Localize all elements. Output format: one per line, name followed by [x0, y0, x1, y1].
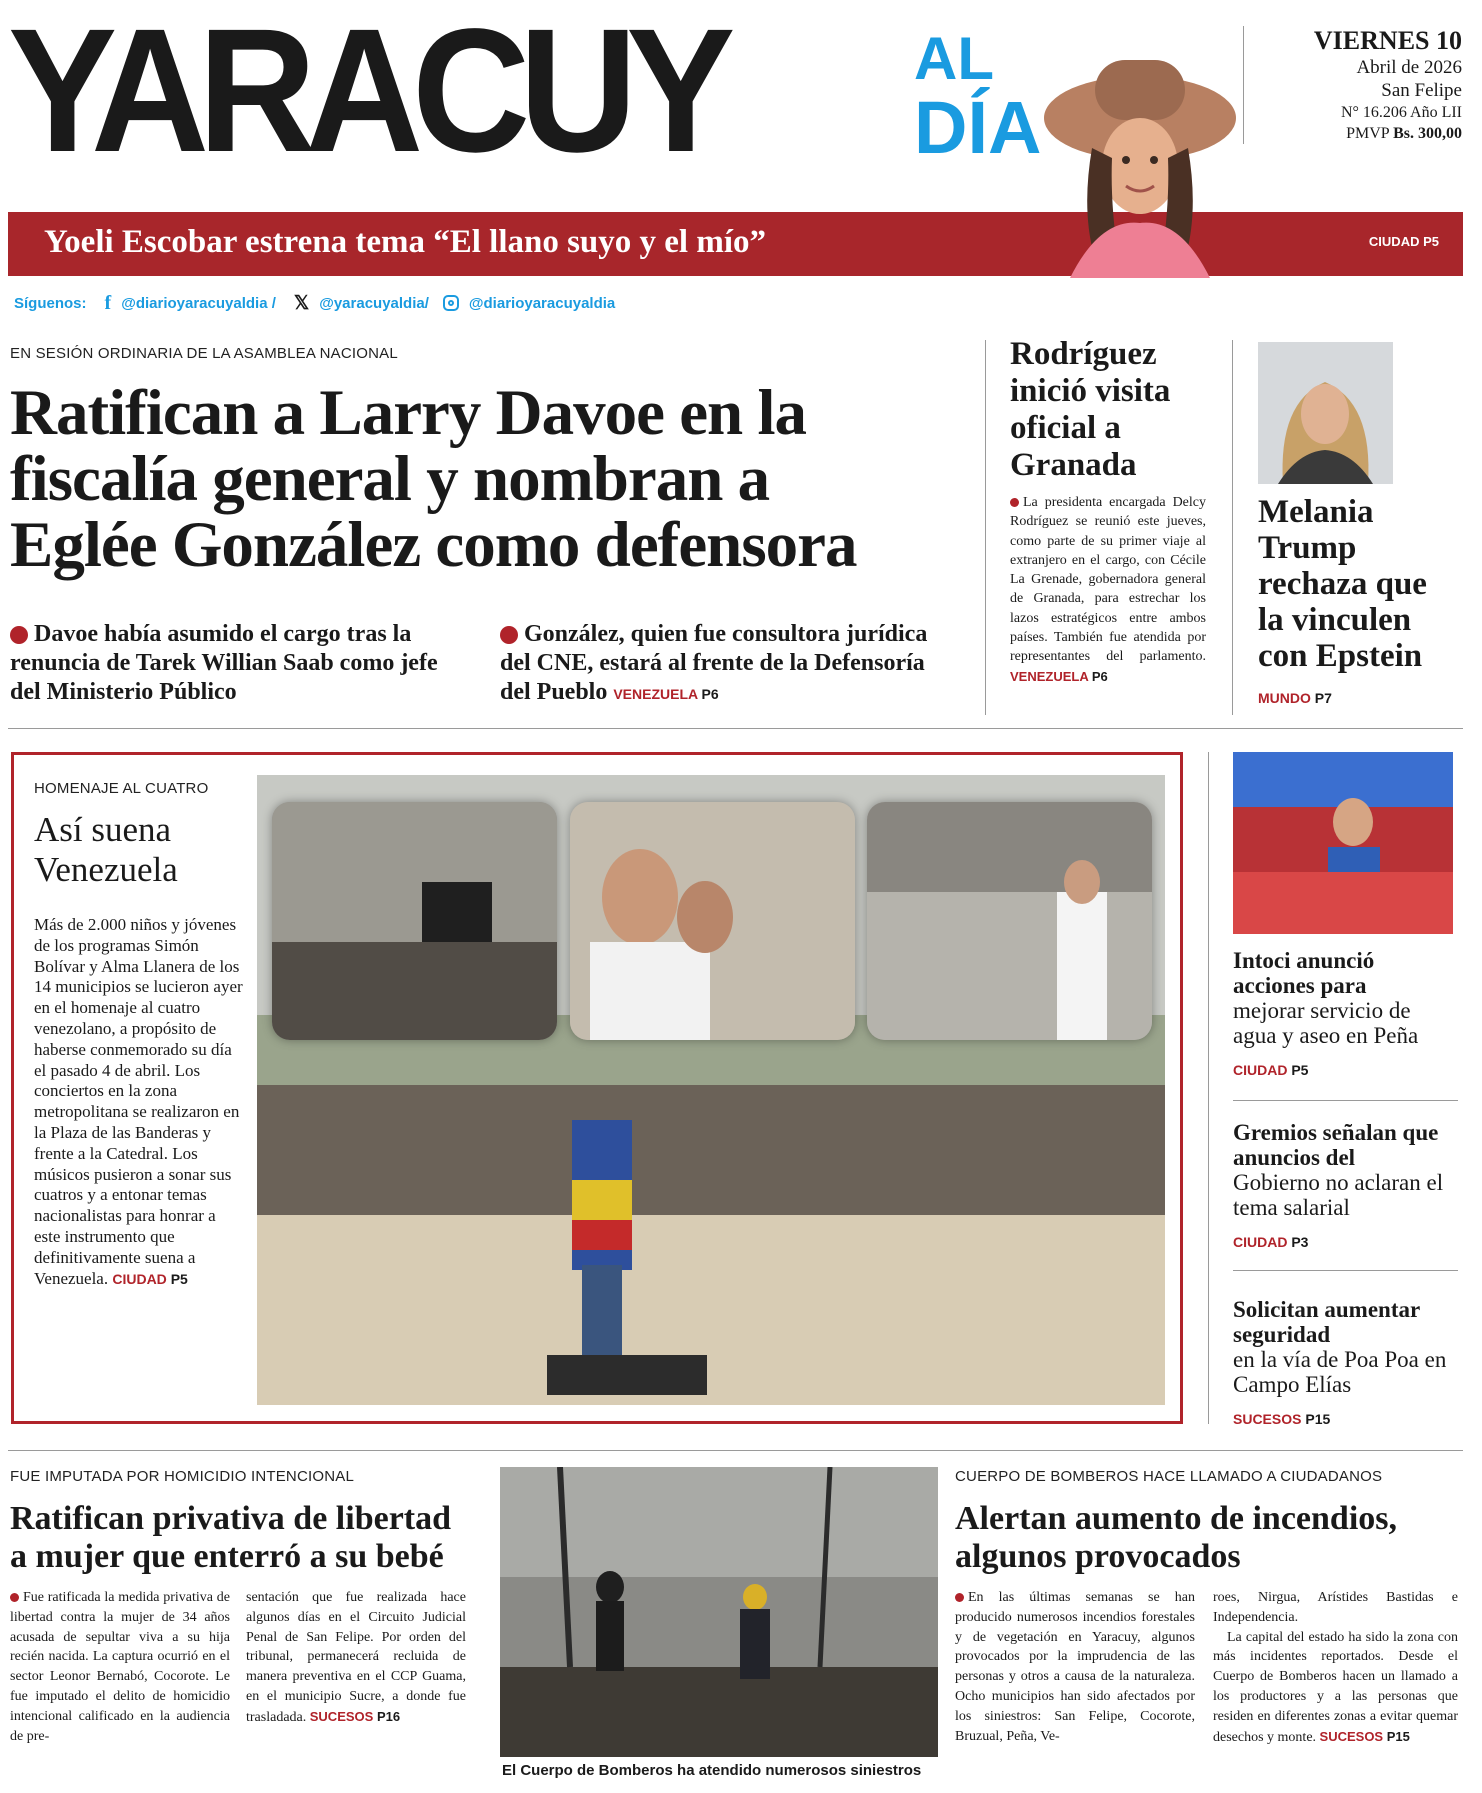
bottom-right-col2b-text: La capital del estado ha sido la zona con más incidentes reportados. Desde el Cuerpo de Bomberos hacen un llamado a los productores y a las personas que residen en diferentes zonas a evitar quemar desechos y monte. [1213, 1629, 1458, 1745]
sidebar-headline-light: mejorar servicio de agua y aseo en Peña [1233, 998, 1419, 1048]
bottom-right-ref-section[interactable]: SUCESOS [1319, 1728, 1384, 1744]
sidebar-item[interactable] [1233, 1120, 1458, 1250]
feature-photo-girls [570, 802, 855, 1040]
masthead-divider [1243, 26, 1244, 144]
lead-sub-left [10, 620, 470, 707]
rodriguez-body [1010, 493, 1206, 687]
melania-ref-page[interactable]: P7 [1314, 690, 1332, 706]
dateline-month: Abril de 2026 [1356, 57, 1462, 78]
melania-ref-section[interactable]: MUNDO [1258, 690, 1311, 706]
bottom-left-kicker: FUE IMPUTADA POR HOMICIDIO INTENCIONAL [10, 1468, 355, 1485]
sidebar-ref-page[interactable]: P5 [1291, 1062, 1309, 1078]
bottom-left-col1-text: Fue ratificada la medida privativa de libertad contra la mujer de 34 años acusada de sepultar viva a su hija recién nacida. La captura ocurrió en el sector Leonor Bernabó, Cocorote. Le fue imputado el delito de homicidio intencional calificado en la audiencia de pre- [10, 1590, 230, 1744]
sidebar-headline-bold: Solicitan aumentar seguridad [1233, 1297, 1420, 1347]
dateline-issue: N° 16.206 Año LII [1340, 104, 1462, 121]
lead-headline-line: Eglée González como defensora [10, 509, 857, 581]
rodriguez-body-text: La presidenta encargada Delcy Rodríguez se reunió este jueves, como parte de su primer viaje al extranjero en el cargo, con Cécile La Grenade, gobernadora general de Granada, para estrechar los lazos estratégicos entre ambos países. También fue atendida por representantes del parlamento. [1010, 495, 1206, 665]
bottom-left-col2-text: sentación que fue realizada hace algunos días en el Circuito Judicial Penal de San Felipe. Por orden del tribunal, permanecerá recluida de manera preventiva en el CCP Guama, en el municipio Sucre, a donde fue trasladada. [246, 1590, 466, 1725]
sidebar-divider [1233, 1100, 1458, 1101]
column-divider [1232, 340, 1233, 715]
promo-banner[interactable] [8, 212, 1463, 276]
bullet-icon [10, 626, 28, 644]
section-divider [8, 728, 1463, 729]
rodriguez-ref-page[interactable]: P6 [1091, 668, 1108, 684]
bottom-right-col2 [1213, 1588, 1458, 1747]
bullet-icon [500, 626, 518, 644]
bottom-right-kicker: CUERPO DE BOMBEROS HACE LLAMADO A CIUDADANOS [955, 1468, 1383, 1485]
logo-yaracuy: YARACUY [8, 0, 725, 189]
sidebar-headline-light: Gobierno no aclaran el tema salarial [1233, 1170, 1444, 1220]
lead-headline-line: fiscalía general y nombran a [10, 443, 770, 515]
feature-ref-page[interactable]: P5 [170, 1270, 188, 1287]
facebook-handle[interactable]: @diarioyaracuyaldia / [121, 294, 276, 312]
facebook-icon[interactable]: f [104, 291, 112, 314]
bottom-left-headline-line: Ratifican privativa de libertad [10, 1500, 452, 1537]
sidebar-headline-bold: Gremios señalan que anuncios del [1233, 1120, 1439, 1170]
masthead-logo [8, 0, 1058, 189]
bottom-right-headline[interactable] [955, 1500, 1465, 1576]
sidebar-item[interactable] [1233, 948, 1458, 1078]
lead-kicker: EN SESIÓN ORDINARIA DE LA ASAMBLEA NACIONAL [10, 345, 398, 362]
section-divider [8, 1450, 1463, 1451]
sidebar-ref-section[interactable]: CIUDAD [1233, 1234, 1288, 1250]
lead-headline-line: Ratifican a Larry Davoe en la [10, 377, 807, 449]
lead-ref-page[interactable]: P6 [701, 686, 719, 702]
promo-headline: Yoeli Escobar estrena tema “El llano suyo y el mío” [44, 224, 767, 260]
feature-ref-section[interactable]: CIUDAD [112, 1270, 167, 1287]
price-value: Bs. 300,00 [1393, 125, 1462, 142]
bottom-left-ref-section[interactable]: SUCESOS [309, 1708, 374, 1724]
sidebar-divider [1233, 1270, 1458, 1271]
feature-headline [34, 810, 178, 890]
lead-sub-right [500, 620, 950, 709]
rodriguez-ref-section[interactable]: VENEZUELA [1010, 668, 1089, 684]
sidebar-headline-light: en la vía de Poa Poa en Campo Elías [1233, 1347, 1447, 1397]
bottom-right-col1 [955, 1588, 1195, 1746]
lead-sub-left-text: Davoe había asumido el cargo tras la renuncia de Tarek Willian Saab como jefe del Ministerio Público [10, 621, 438, 705]
social-bar [14, 291, 615, 315]
sidebar-item[interactable] [1233, 1297, 1458, 1427]
x-handle[interactable]: @yaracuyaldia/ [319, 294, 429, 312]
feature-body [34, 915, 244, 1289]
lead-headline[interactable] [10, 377, 970, 581]
melania-photo [1258, 342, 1393, 484]
column-divider [985, 340, 986, 715]
feature-body-text: Más de 2.000 niños y jóvenes de los programas Simón Bolívar y Alma Llanera de los 14 municipios se lucieron ayer en el homenaje al cuatro venezolano, a propósito de haberse conmemorado su día el pasado 4 de abril. Los conciertos en la zona metropolitana se realizaron en la Plaza de las Banderas y frente a la Catedral. Los músicos pusieron a sonar sus cuatros y a entonar temas nacionalistas para honrar a este instrumento que definitivamente suena a Venezuela. [34, 915, 243, 1288]
sidebar-ref-section[interactable]: CIUDAD [1233, 1062, 1288, 1078]
banner-photo-singer [1040, 48, 1240, 278]
promo-ref: CIUDAD P5 [1368, 234, 1439, 249]
bottom-right-headline-line: algunos provocados [955, 1538, 1241, 1575]
bottom-left-headline-line: a mujer que enterró a su bebé [10, 1538, 444, 1575]
bottom-left-col1 [10, 1588, 230, 1746]
lead-sub-right-text: González, quien fue consultora jurídica del CNE, estará al frente de la Defensoría del Pueblo [500, 621, 928, 705]
fire-photo-caption: El Cuerpo de Bomberos ha atendido numerosos siniestros [502, 1762, 922, 1779]
sidebar-ref-section[interactable]: SUCESOS [1233, 1411, 1302, 1427]
instagram-handle[interactable]: @diarioyaracuyaldia [468, 294, 616, 312]
feature-headline-line: Así suena [34, 810, 172, 849]
logo-dia: DÍA [914, 86, 1042, 169]
dateline-city: San Felipe [1381, 80, 1462, 101]
column-divider [1208, 752, 1209, 1424]
bottom-right-headline-line: Alertan aumento de incendios, [955, 1500, 1397, 1537]
price-label: PMVP [1346, 125, 1390, 142]
sidebar-headline-bold: Intoci anunció acciones para [1233, 948, 1375, 998]
rodriguez-headline[interactable]: Rodríguez inició visita oficial a Granada [1010, 336, 1171, 483]
feature-photo-conductor [867, 802, 1152, 1040]
dateline-price [1250, 123, 1462, 144]
feature-headline-line: Venezuela [34, 850, 178, 889]
bottom-left-headline[interactable] [10, 1500, 480, 1576]
bottom-right-col1-text: En las últimas semanas se han producido numerosos incendios forestales y de vegetación en Yaracuy, algunos provocados por la imprudencia de las personas y otros a causa de la naturaleza. Ocho municipios han sido afectados por los siniestros: San Felipe, Cocorote, Bruzual, Peña, Ve- [955, 1590, 1195, 1744]
bottom-left-ref-page[interactable]: P16 [376, 1708, 401, 1724]
melania-headline[interactable]: Melania Trump rechaza que la vinculen con Epstein [1258, 494, 1427, 674]
bullet-icon [10, 1593, 19, 1602]
sidebar-photo-rally [1233, 752, 1453, 934]
fire-photo [500, 1467, 938, 1757]
bullet-icon [1010, 498, 1019, 507]
melania-ref [1258, 690, 1332, 706]
dateline-day: VIERNES 10 [1313, 26, 1462, 55]
feature-kicker: HOMENAJE AL CUATRO [34, 780, 209, 797]
feature-photo-guitars [272, 802, 557, 1040]
lead-ref-section[interactable]: VENEZUELA [613, 686, 698, 702]
sidebar-ref-page[interactable]: P15 [1305, 1411, 1331, 1427]
bottom-left-col2 [246, 1588, 466, 1728]
instagram-icon[interactable] [443, 295, 459, 311]
logo-al: AL [914, 25, 994, 92]
bullet-icon [955, 1593, 964, 1602]
bottom-right-col2a-text: roes, Nirgua, Arístides Bastidas e Independencia. [1213, 1590, 1458, 1625]
x-icon[interactable]: 𝕏 [293, 292, 310, 314]
dateline [1250, 26, 1462, 144]
sidebar-ref-page[interactable]: P3 [1291, 1234, 1309, 1250]
bottom-right-ref-page[interactable]: P15 [1386, 1728, 1410, 1744]
social-label: Síguenos: [14, 294, 87, 312]
